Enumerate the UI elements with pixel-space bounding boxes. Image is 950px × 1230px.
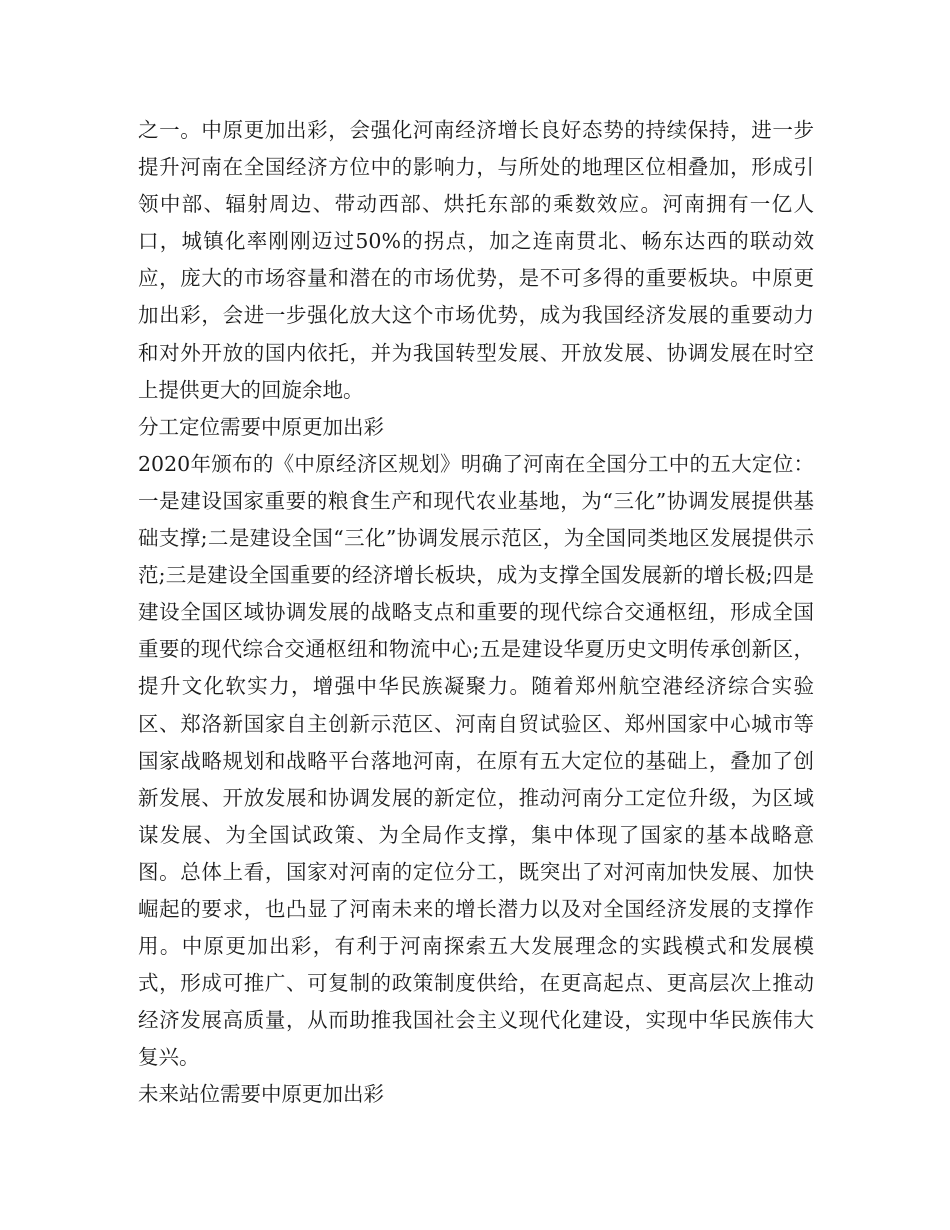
body-paragraph-2: 2020年颁布的《中原经济区规划》明确了河南在全国分工中的五大定位：一是建设国家重要的粮食生产和现代农业基地，为“三化”协调发展提供基础支撑;二是建设全国“三化”协调发展示范区，为全国同类地区发展提供示范;三是建设全国重要的经济增长板块，成为支撑全国发展新的增长极;四是建设全国区域协调发展的战略支点和重要的现代综合交通枢纽，形成全国重要的现代综合交通枢纽和物流中心;五是建设华夏历史文明传承创新区，提升文化软实力，增强中华民族凝聚力。随着郑州航空港经济综合实验区、郑洛新国家自主创新示范区、河南自贸试验区、郑州国家中心城市等国家战略规划和战略平台落地河南，在原有五大定位的基础上，叠加了创新发展、开放发展和协调发展的新定位，推动河南分工定位升级，为区域谋发展、为全国试政策、为全局作支撑，集中体现了国家的基本战略意图。总体上看，国家对河南的定位分工，既突出了对河南加快发展、加快崛起的要求，也凸显了河南未来的增长潜力以及对全国经济发展的支撑作用。中原更加出彩，有利于河南探索五大发展理念的实践模式和发展模式，形成可推广、可复制的政策制度供给，在更高起点、更高层次上推动经济发展高质量，从而助推我国社会主义现代化建设，实现中华民族伟大复兴。 (138, 451, 814, 1070)
section-heading-future-standing: 未来站位需要中原更加出彩 (138, 1082, 384, 1107)
section-heading-division-positioning: 分工定位需要中原更加出彩 (138, 414, 384, 439)
body-paragraph-1: 之一。中原更加出彩，会强化河南经济增长良好态势的持续保持，进一步提升河南在全国经济方位中的影响力，与所处的地理区位相叠加，形成引领中部、辐射周边、带动西部、烘托东部的乘数效应。河南拥有一亿人口，城镇化率刚刚迈过50%的拐点，加之连南贯北、畅东达西的联动效应，庞大的市场容量和潜在的市场优势，是不可多得的重要板块。中原更加出彩，会进一步强化放大这个市场优势，成为我国经济发展的重要动力和对外开放的国内依托，并为我国转型发展、开放发展、协调发展在时空上提供更大的回旋余地。 (138, 118, 814, 402)
document-page (138, 112, 814, 1114)
